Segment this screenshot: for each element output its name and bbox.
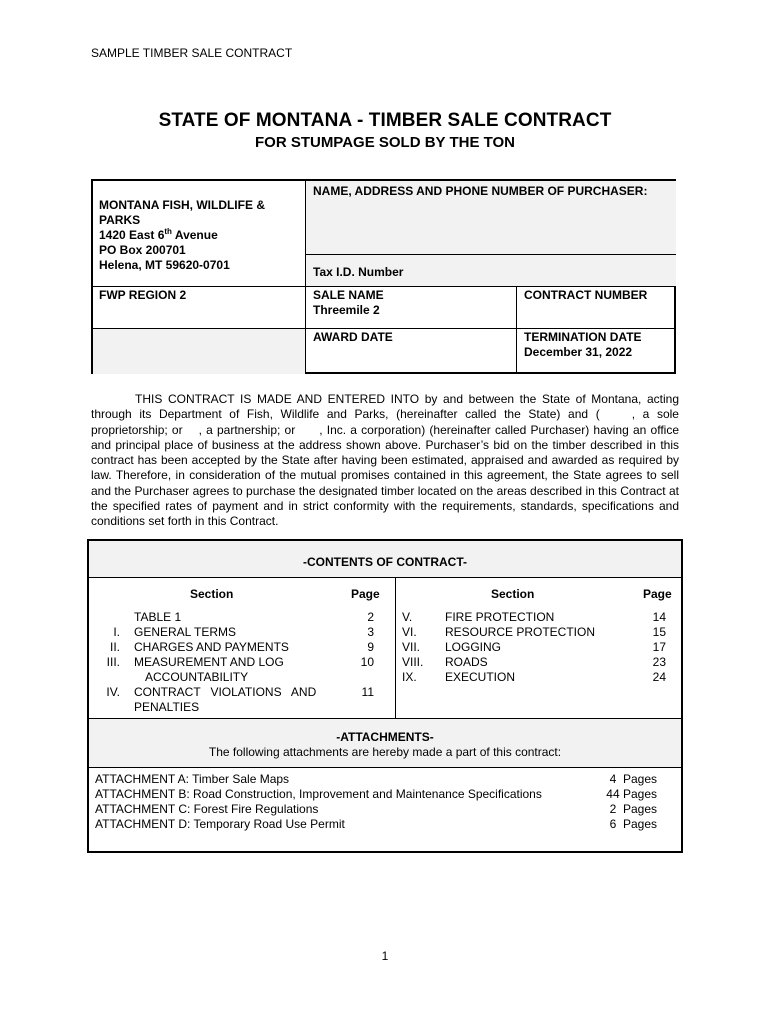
document-title: STATE OF MONTANA - TIMBER SALE CONTRACT	[158, 110, 612, 131]
agency-city: Helena, MT 59620-0701	[99, 258, 230, 272]
page-number: 1	[381, 949, 389, 963]
intro-paragraph: THIS CONTRACT IS MADE AND ENTERED INTO by and between the State of Montana, acting through its Department of Fish, Wildlife and Parks, (hereinafter called the State) and ( , a sole proprietorship; or , a partnership; or , Inc. a corporation) (hereinafter called Purchaser) having an office and principal place of business at the address shown above. Purchaser’s bid on the timber described in this contract has been accepted by the State after having been estimated, appraised and awarded as required by law. Therefore, in consideration of the mutual promises contained in this agreement, the State agrees to sell and the Purchaser agrees to purchase the designated timber located on the areas described in this Contract at the specified rates of payment and in strict conformity with the requirements, standards, specifications and conditions set forth in this Contract.	[91, 392, 679, 529]
toc-page-number: 11	[361, 685, 374, 699]
sale-name-value: Threemile 2	[313, 303, 380, 317]
attachment-label: ATTACHMENT D: Temporary Road Use Permit	[95, 817, 345, 831]
toc-left	[89, 610, 394, 715]
toc-section-label: TABLE 1	[134, 610, 182, 624]
agency-name-line1: MONTANA FISH, WILDLIFE &	[99, 198, 265, 212]
toc-section-number: VII.	[402, 640, 421, 654]
contract-number-cell	[517, 287, 676, 328]
agency-name-line2: PARKS	[99, 213, 141, 227]
attachment-row	[95, 817, 657, 832]
contents-title: -CONTENTS OF CONTRACT-	[303, 555, 467, 569]
toc-page-number: 2	[367, 610, 374, 624]
region-cell	[93, 287, 305, 328]
attachment-pages: 4 Pages	[609, 772, 657, 786]
toc-page-number: 14	[652, 610, 666, 624]
running-header: SAMPLE TIMBER SALE CONTRACT	[91, 46, 293, 60]
sale-name-label: SALE NAME	[313, 288, 384, 302]
toc-page-number: 9	[367, 640, 374, 654]
toc-section-number: IX.	[402, 670, 417, 684]
toc-section-number: II.	[109, 640, 120, 654]
toc-row	[396, 670, 681, 685]
toc-section-number: V.	[402, 610, 413, 624]
toc-page-number: 23	[652, 655, 666, 669]
toc-row	[89, 700, 394, 715]
termination-date: December 31, 2022	[524, 345, 633, 359]
taxid-cell	[306, 255, 676, 286]
page-header-right: Page	[643, 587, 672, 601]
purchaser-cell	[306, 181, 676, 254]
attachment-row	[95, 787, 657, 802]
toc-section-number: III.	[106, 655, 120, 669]
toc-row	[396, 625, 681, 640]
toc-row	[89, 610, 394, 625]
attachment-row	[95, 772, 657, 787]
page-header-left: Page	[351, 587, 380, 601]
attachment-row	[95, 802, 657, 817]
agency-address	[99, 198, 265, 273]
contents-box	[87, 539, 683, 853]
toc-row	[396, 640, 681, 655]
toc-right	[396, 610, 681, 685]
toc-section-label: RESOURCE PROTECTION	[445, 625, 596, 639]
toc-page-number: 15	[652, 625, 666, 639]
toc-row	[89, 625, 394, 640]
attachment-label: ATTACHMENT A: Timber Sale Maps	[95, 772, 290, 786]
blank-cell	[93, 329, 305, 374]
toc-row	[89, 655, 394, 670]
toc-section-number: IV.	[106, 685, 120, 699]
agency-cell	[93, 181, 305, 286]
contract-info-table	[91, 179, 676, 374]
attachment-label: ATTACHMENT B: Road Construction, Improvement and Maintenance Specifications	[95, 787, 542, 801]
toc-row	[396, 610, 681, 625]
toc-section-number: I.	[113, 625, 120, 639]
sale-name-cell	[306, 287, 516, 328]
section-header-right: Section	[491, 587, 535, 601]
region-label: FWP REGION 2	[99, 288, 187, 302]
section-header-left: Section	[190, 587, 234, 601]
contract-number-label: CONTRACT NUMBER	[524, 288, 648, 302]
award-date-label: AWARD DATE	[313, 330, 393, 344]
agency-street: 1420 East 6th Avenue	[99, 227, 218, 242]
toc-row	[89, 670, 394, 685]
toc-page-number: 24	[652, 670, 666, 684]
toc-section-label: FIRE PROTECTION	[445, 610, 555, 624]
toc-section-number: VI.	[402, 625, 417, 639]
toc-section-label: CONTRACT VIOLATIONS AND	[134, 685, 317, 699]
toc-page-number: 17	[652, 640, 666, 654]
purchaser-label: NAME, ADDRESS AND PHONE NUMBER OF PURCHASER:	[313, 184, 648, 198]
document-subtitle: FOR STUMPAGE SOLD BY THE TON	[254, 134, 516, 151]
toc-section-label: ROADS	[445, 655, 488, 669]
toc-section-label: EXECUTION	[445, 670, 516, 684]
toc-section-label: MEASUREMENT AND LOG	[134, 655, 284, 669]
termination-label: TERMINATION DATE	[524, 330, 642, 344]
attachment-label: ATTACHMENT C: Forest Fire Regulations	[95, 802, 319, 816]
attachments-intro: The following attachments are hereby made a part of this contract:	[208, 745, 562, 759]
attachment-pages: 44 Pages	[606, 787, 657, 801]
toc-section-label: LOGGING	[445, 640, 502, 654]
toc-section-label: CHARGES AND PAYMENTS	[134, 640, 289, 654]
toc-section-label: PENALTIES	[134, 700, 200, 714]
toc-section-label: ACCOUNTABILITY	[145, 670, 249, 684]
termination-cell	[517, 329, 676, 374]
toc-page-number: 3	[367, 625, 374, 639]
toc-row	[89, 640, 394, 655]
toc-row	[89, 685, 394, 700]
toc-page-number: 10	[360, 655, 374, 669]
attachments-list	[95, 772, 657, 832]
attachment-pages: 2 Pages	[609, 802, 657, 816]
award-date-cell	[306, 329, 516, 374]
toc-section-label: GENERAL TERMS	[134, 625, 237, 639]
taxid-label: Tax I.D. Number	[313, 265, 404, 279]
attachments-title: -ATTACHMENTS-	[336, 730, 434, 744]
agency-pobox: PO Box 200701	[99, 243, 186, 257]
toc-row	[396, 655, 681, 670]
toc-section-number: VIII.	[402, 655, 424, 669]
attachment-pages: 6 Pages	[609, 817, 657, 831]
